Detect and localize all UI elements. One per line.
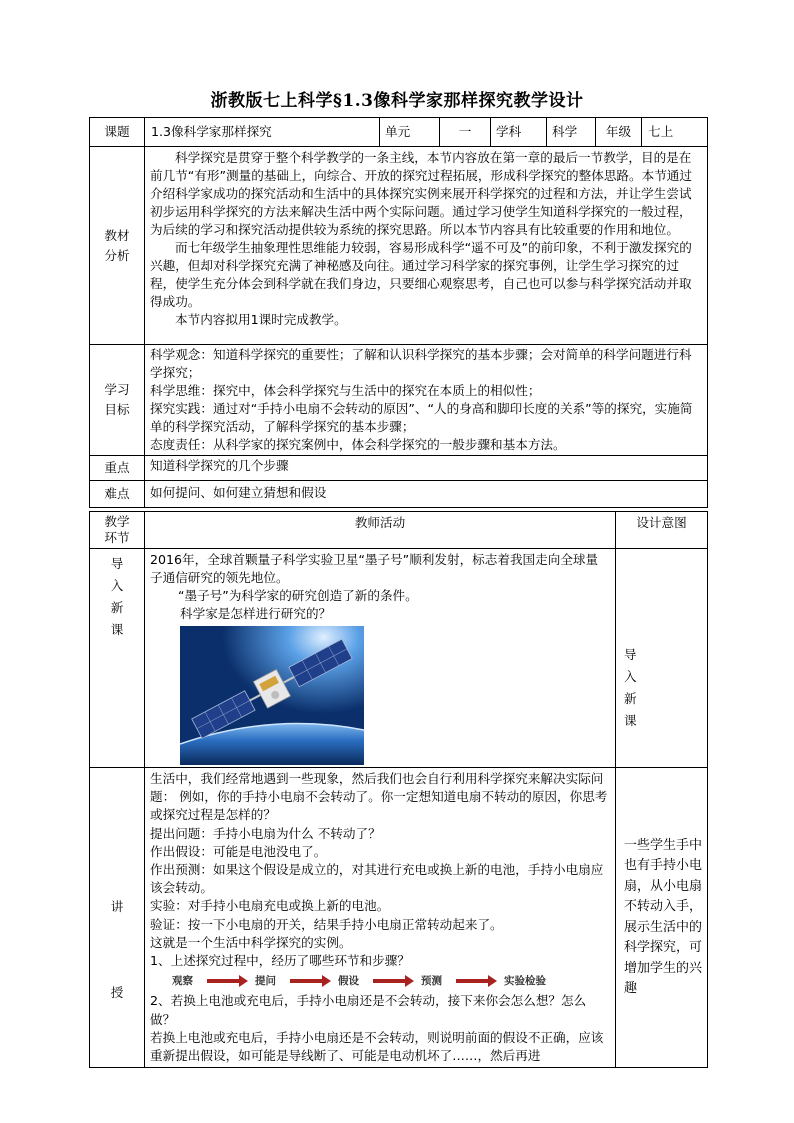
intro-activity <box>145 549 616 768</box>
goals-label <box>90 345 145 456</box>
lecture-stage-char: 授 <box>110 985 124 1000</box>
lecture-line: 若换上电池或充电后，手持小电扇还是不会转动，则说明前面的假设不正确，应该重新提出假设，如可能是导线断了、可能是电动机坏了……，然后再进 <box>150 1029 604 1064</box>
page-title: 浙教版七上科学§1.3像科学家那样探究教学设计 <box>210 91 584 111</box>
intro-line-3: 科学家是怎样进行研究的？ <box>180 606 332 621</box>
flow-step: 预测 <box>421 975 442 988</box>
subject-label: 学科 <box>491 118 547 147</box>
key-point-value: 知道科学探究的几个步骤 <box>145 456 708 481</box>
intro-line-1: 2016年，全球首颗量子科学实验卫星“墨子号”顺利发射，标志着我国走向全球量子通信研究的领先地位。 <box>150 552 599 585</box>
intro-intent <box>616 549 708 768</box>
goals-label-2: 目标 <box>104 402 130 417</box>
analysis-paragraph: 本节内容拟用1课时完成教学。 <box>175 312 347 327</box>
intro-intent-char: 入 <box>624 669 637 684</box>
analysis-paragraph: 而七年级学生抽象理性思维能力较弱，容易形成科学“遥不可及”的前印象，不利于激发探究的兴趣，但却对科学探究充满了神秘感及向往。通过学习科学家的探究事例，让学生学习探究的过程，使学生充分体会到科学就在我们身边，只要细心观察思考，自己也可以参与科学探究活动并取得成功。 <box>150 240 692 309</box>
topic-value: 1.3像科学家那样探究 <box>145 118 380 147</box>
analysis-paragraph: 科学探究是贯穿于整个科学教学的一条主线，本节内容放在第一章的最后一节教学，目的是在前几节“有形”测量的基础上，向综合、开放的探究过程拓展，形成科学探究的整体思路。本节通过介绍科学家成功的探究活动和生活中的具体探究实例来展开科学探究的过程和方法，并让学生尝试初步运用科学探究的方法来解决生活中两个实际问题。通过学习使学生知道科学探究的一般过程，为后续的学习和探究活动提供较为系统的探究思路。所以本节内容具有比较重要的作用和地位。 <box>150 150 692 237</box>
lecture-line: 提出问题：手持小电扇为什么 不转动了？ <box>150 825 381 841</box>
intro-intent-char: 课 <box>624 713 637 728</box>
intro-stage-char: 新 <box>110 600 124 615</box>
lecture-stage-char: 讲 <box>110 899 124 914</box>
grade-value: 七上 <box>642 118 708 147</box>
lecture-line: 2、若换上电池或充电后，手持小电扇还是不会转动，接下来你会怎么想？怎么做？ <box>150 993 587 1027</box>
flow-step: 观察 <box>172 975 193 988</box>
grade-label: 年级 <box>596 118 642 147</box>
goals-label-1: 学习 <box>104 382 130 397</box>
lecture-intent: 一些学生手中也有手持小电扇，从小电扇不转动入手，展示生活中的科学探究，可增加学生的兴趣 <box>616 768 708 1068</box>
intro-line-2: “墨子号”为科学家的研究创造了新的条件。 <box>178 588 418 603</box>
lecture-line: 作出预测：如果这个假设是成立的，对其进行充电或换上新的电池，手持小电扇应该会转动。 <box>150 862 604 896</box>
course-info-table <box>89 117 708 508</box>
intro-stage-char: 课 <box>110 622 124 637</box>
design-intent-header: 设计意图 <box>616 512 708 549</box>
unit-value: 一 <box>440 118 491 147</box>
arrow-right-icon <box>207 979 241 983</box>
analysis-label <box>90 147 145 345</box>
intro-stage-char: 入 <box>110 578 124 593</box>
goal-line: 科学观念：知道科学探究的重要性；了解和认识科学探究的基本步骤；会对简单的科学问题进行科学探究； <box>150 347 692 380</box>
inquiry-flow-diagram <box>172 972 610 990</box>
analysis-label-1: 教材 <box>104 227 130 243</box>
analysis-content <box>145 147 708 345</box>
teacher-activity-header: 教师活动 <box>145 512 616 549</box>
lecture-line: 生活中，我们经常地遇到一些现象，然后我们也会自行利用科学探究来解决实际问题： 例如，你的手持小电扇不会转动了。你一定想知道电扇不转动的原因，你思考或探究过程是怎样的？ <box>150 771 608 823</box>
lecture-line: 这就是一个生活中科学探究的实例。 <box>150 934 352 950</box>
unit-label: 单元 <box>380 118 440 147</box>
flow-step: 提问 <box>255 975 276 988</box>
lecture-stage <box>90 768 145 1068</box>
lecture-activity <box>145 768 616 1068</box>
stage-header <box>90 512 145 549</box>
flow-step: 假设 <box>338 975 359 988</box>
goal-line: 态度责任：从科学家的探究案例中，体会科学探究的一般步骤和基本方法。 <box>150 437 566 452</box>
arrow-right-icon <box>373 979 407 983</box>
stage-header-1: 教学 <box>104 514 130 529</box>
intro-stage-char: 导 <box>110 556 124 571</box>
analysis-label-2: 分析 <box>104 247 130 263</box>
topic-label: 课题 <box>90 118 145 147</box>
lecture-line: 1、上述探究过程中，经历了哪些环节和步骤？ <box>150 953 410 969</box>
flow-step: 实验检验 <box>504 975 546 988</box>
teaching-process-table <box>89 511 708 1068</box>
intro-intent-char: 新 <box>624 691 637 706</box>
goal-line: 探究实践：通过对“手持小电扇不会转动的原因”、“人的身高和脚印长度的关系”等的探究，实施简单的科学探究活动，了解科学探究的基本步骤； <box>150 401 693 434</box>
lecture-line: 作出假设：可能是电池没电了。 <box>150 843 327 859</box>
lecture-line: 验证：按一下小电扇的开关，结果手持小电扇正常转动起来了。 <box>150 916 503 932</box>
satellite-image <box>180 626 364 765</box>
difficulty-label: 难点 <box>90 481 145 508</box>
lecture-line: 实验：对手持小电扇充电或换上新的电池。 <box>150 898 390 914</box>
intro-intent-char: 导 <box>624 647 637 662</box>
arrow-right-icon <box>456 979 490 983</box>
subject-value: 科学 <box>547 118 596 147</box>
goal-line: 科学思维：探究中，体会科学探究与生活中的探究在本质上的相似性； <box>150 383 541 398</box>
difficulty-value: 如何提问、如何建立猜想和假设 <box>145 481 708 508</box>
key-point-label: 重点 <box>90 456 145 481</box>
goals-content <box>145 345 708 456</box>
intro-stage <box>90 549 145 768</box>
stage-header-2: 环节 <box>104 530 130 545</box>
arrow-right-icon <box>290 979 324 983</box>
